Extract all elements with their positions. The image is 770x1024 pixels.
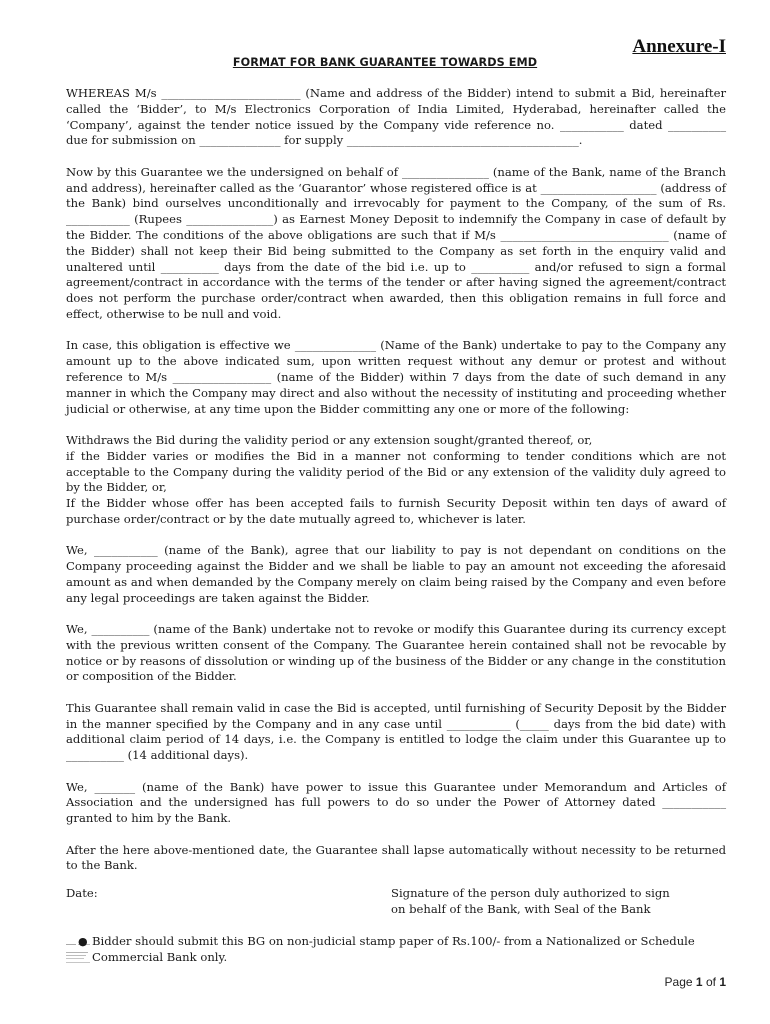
signature-line-1: Signature of the person duly authorized to sign [391,886,670,900]
page-current: 1 [695,975,703,989]
date-label: Date: [66,886,98,900]
page-number [665,975,726,989]
bullet-icon: ● [78,935,88,948]
note-text: Bidder should submit this BG on non-judicial stamp paper of Rs.100/- from a Nationalized or Schedule Commercial Bank only. [92,934,695,964]
document-title: FORMAT FOR BANK GUARANTEE TOWARDS EMD [232,56,538,69]
paragraph-obligation: In case, this obligation is effective we ______________ (Name of the Bank) undertake to pay to the Company any amount up to the above indicated sum, upon written request without any demur or protest and without reference to M/s _________________ (name of the Bidder) within 7 days from the date of such demand in any manner in which the Company may direct and also without the necessity of instituting and proceeding whether judicial or otherwise, at any time upon the Bidder committing any one or more of the following: [66,338,726,416]
paragraph-whereas: WHEREAS M/s ________________________ (Name and address of the Bidder) intend to submit a Bid, hereinafter called the ‘Bidder’, to M/s Electronics Corporation of India Limited, Hyderabad, hereinafter called the ‘Company’, against the tender notice issued by the Company vide reference no. ___________ dated __________ due for submission on ______________ for supply ________________________________________. [66,86,726,148]
condition-security-deposit: If the Bidder whose offer has been accepted fails to furnish Security Deposit within ten days of award of purchase order/contract or by the date mutually agreed to, whichever is later. [66,496,726,526]
condition-modify: if the Bidder varies or modifies the Bid in a manner not conforming to tender conditions which are not acceptable to the Company during the validity period of the Bid or any extension of the validity duly agreed to by the Bidder, or, [66,448,726,495]
paragraph-revoke: We, __________ (name of the Bank) undertake not to revoke or modify this Guarantee during its currency except with the previous written consent of the Company. The Guarantee herein contained shall not be revocable by notice or by reasons of dissolution or winding up of the business of the Bidder or any change in the constitution or composition of the Bidder. [66,622,726,684]
bidder-note [66,934,726,966]
signature-text [391,886,721,918]
annexure-label: Annexure-I [632,36,726,57]
page-total: 1 [719,975,726,989]
paragraph-lapse: After the here above-mentioned date, the Guarantee shall lapse automatically without necessity to be returned to the Bank. [66,842,726,873]
condition-withdraw: Withdraws the Bid during the validity period or any extension sought/granted thereof, or, [66,432,593,447]
page-label: Page [664,975,693,989]
document-body [66,86,726,890]
paragraph-liability: We, ___________ (name of the Bank), agree that our liability to pay is not dependant on conditions on the Company proceeding against the Bidder and we shall be liable to pay an amount not exceeding the aforesaid amount as and when demanded by the Company merely on claim being raised by the Company and even before any legal proceedings are taken against the Bidder. [66,543,726,605]
page-of: of [705,975,716,989]
signature-line-2: on behalf of the Bank, with Seal of the Bank [391,901,651,916]
paragraph-power: We, _______ (name of the Bank) have power to issue this Guarantee under Memorandum and Articles of Association and the undersigned has full powers to do so under the Power of Attorney dated ___________ granted to him by the Bank. [66,779,726,826]
paragraph-validity: This Guarantee shall remain valid in case the Bid is accepted, until furnishing of Security Deposit by the Bidder in the manner specified by the Company and in any case until ___________ (_____ days from the bid date) with additional claim period of 14 days, i.e. the Company is entitled to lodge the claim under this Guarantee up to __________ (14 additional days). [66,700,726,763]
paragraph-guarantee-terms: Now by this Guarantee we the undersigned on behalf of _______________ (name of the Bank, name of the Branch and address), hereinafter called as the ‘Guarantor’ whose registered office is at ____________________ (address of the Bank) bind ourselves unconditionally and irrevocably for payment to the Company, of the sum of Rs. ___________ (Rupees _______________) as Earnest Money Deposit to indemnify the Company in case of default by the Bidder. The conditions of the above obligations are such that if M/s _____________________________ (name of the Bidder) shall not keep their Bid being submitted to the Company as set forth in the enquiry valid and unaltered until __________ days from the date of the bid i.e. up to __________ and/or refused to sign a formal agreement/contract in accordance with the terms of the tender or after having signed the agreement/contract does not perform the purchase order/contract when awarded, then this obligation remains in full force and effect, otherwise to be null and void. [66,164,726,321]
